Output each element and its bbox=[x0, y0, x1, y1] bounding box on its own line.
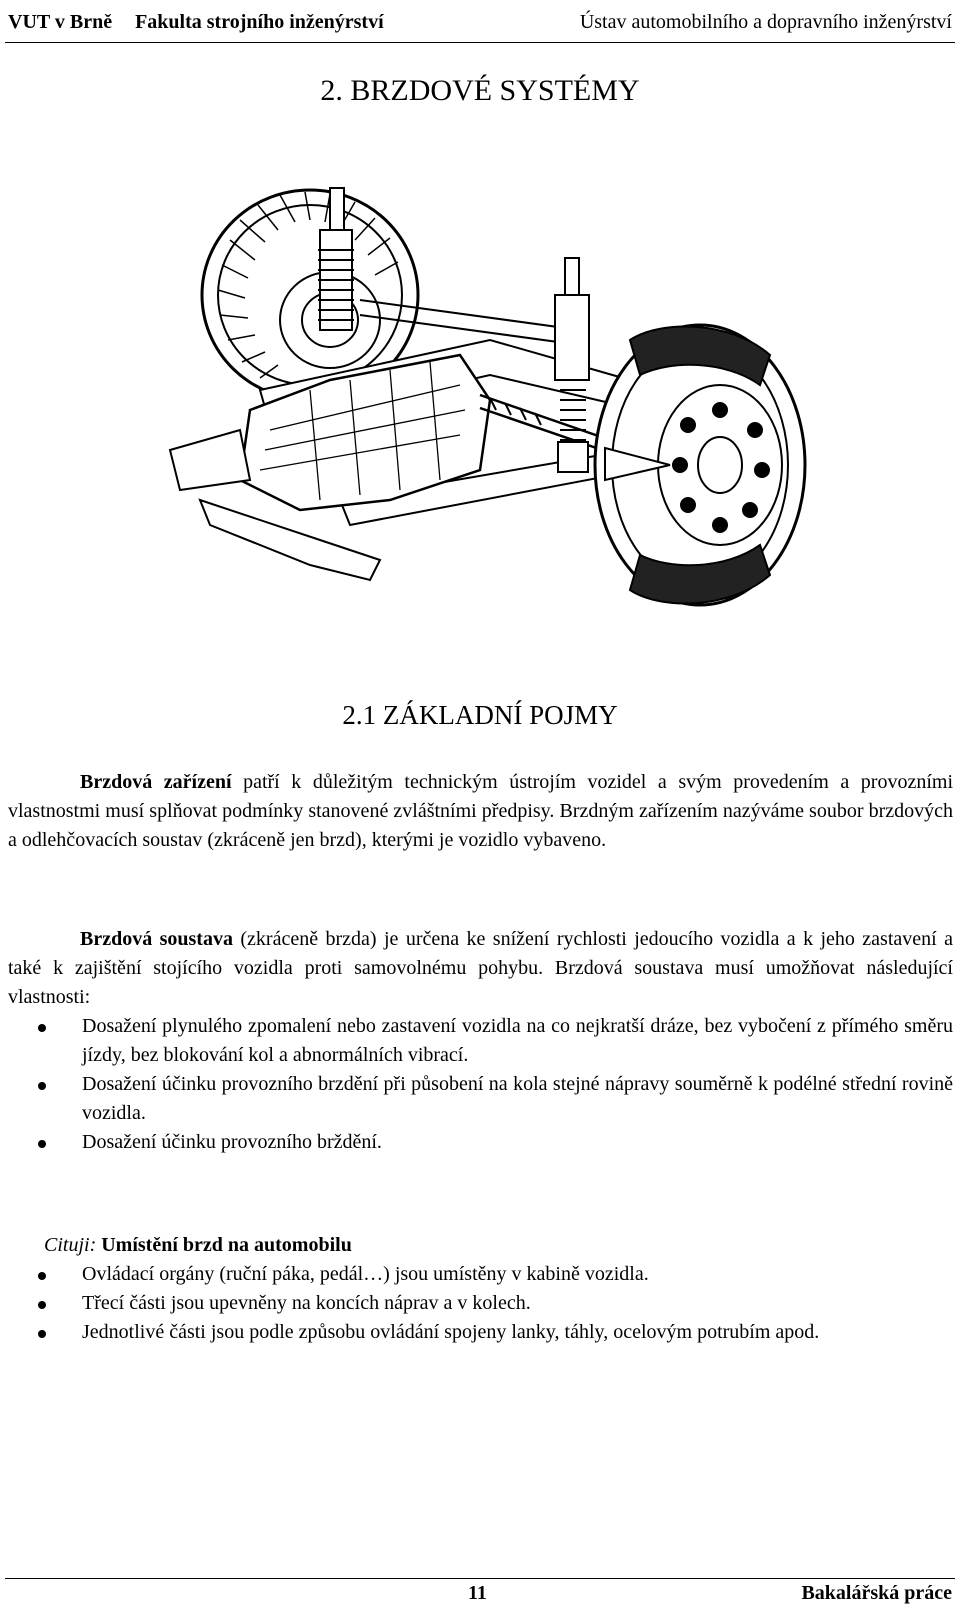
paragraph-1-text: patří k důležitým technickým ústrojím vozidel a svým provedením a provozními vlastnostmi musí splňovat podmínky stanovené zvláštními předpisy. Brzdným zařízením nazýváme soubor brzdových a odlehčovacích soustav (zkráceně jen brzd), kterými je vozidlo vybaveno. bbox=[8, 771, 954, 851]
bullet-icon bbox=[38, 1330, 46, 1338]
bullet-icon bbox=[38, 1301, 46, 1309]
right-wheel-drawing bbox=[595, 325, 805, 605]
header-institute: Ústav automobilního a dopravního inženýrství bbox=[579, 10, 952, 33]
bullet-icon bbox=[38, 1082, 46, 1090]
paragraph-1 bbox=[8, 768, 953, 855]
list-item: Dosažení plynulého zpomalení nebo zastavení vozidla na co nejkratší dráze, bez vybočení z přímého směru jízdy, bez blokování kol a abnormálních vibrací. bbox=[8, 1012, 953, 1070]
paragraph-2-text: (zkráceně brzda) je určena ke snížení rychlosti jedoucího vozidla a k jeho zastavení a také k zajištění stojícího vozidla proti samovolnému pohybu. Brzdová soustava musí umožňovat následující vlastnosti: bbox=[8, 928, 953, 1008]
bullet-icon bbox=[38, 1140, 46, 1148]
page-header bbox=[8, 4, 952, 40]
header-university: VUT v Brně bbox=[8, 10, 113, 33]
list-item: Ovládací orgány (ruční páka, pedál…) jsou umístěny v kabině vozidla. bbox=[8, 1260, 953, 1289]
header-faculty: Fakulta strojního inženýrství bbox=[135, 10, 384, 33]
term-brzdova-zarizeni: Brzdová zařízení bbox=[80, 771, 232, 793]
header-left bbox=[8, 11, 402, 34]
footer-divider bbox=[5, 1578, 955, 1579]
quote-heading bbox=[8, 1231, 953, 1260]
list-item: Dosažení účinku provozního brždění. bbox=[8, 1128, 953, 1157]
page-number: 11 bbox=[468, 1582, 487, 1604]
chapter-title: 2. BRZDOVÉ SYSTÉMY bbox=[320, 74, 640, 107]
section-title: 2.1 ZÁKLADNÍ POJMY bbox=[342, 700, 618, 730]
quote-title: Umístění brzd na automobilu bbox=[101, 1234, 352, 1256]
header-divider bbox=[5, 42, 955, 43]
term-brzdova-soustava: Brzdová soustava bbox=[80, 928, 233, 950]
document-type: Bakalářská práce bbox=[801, 1582, 952, 1604]
quote-prefix: Cituji: bbox=[44, 1234, 97, 1256]
list-item: Třecí části jsou upevněny na koncích náprav a v kolech. bbox=[8, 1289, 953, 1318]
bullet-icon bbox=[38, 1272, 46, 1280]
paragraph-2 bbox=[8, 925, 953, 1157]
properties-list bbox=[8, 1012, 953, 1157]
page-footer bbox=[8, 1582, 952, 1610]
bullet-icon bbox=[38, 1024, 46, 1032]
list-item: Jednotlivé části jsou podle způsobu ovládání spojeny lanky, táhly, ocelovým potrubím apod. bbox=[8, 1318, 953, 1347]
suspension-illustration bbox=[160, 180, 810, 615]
list-item: Dosažení účinku provozního brzdění při působení na kola stejné nápravy souměrně k podélné střední rovině vozidla. bbox=[8, 1070, 953, 1128]
gearbox-drawing bbox=[170, 355, 490, 580]
brake-location-list bbox=[8, 1260, 953, 1347]
quote-section bbox=[8, 1231, 953, 1347]
right-shock-drawing bbox=[555, 258, 589, 472]
